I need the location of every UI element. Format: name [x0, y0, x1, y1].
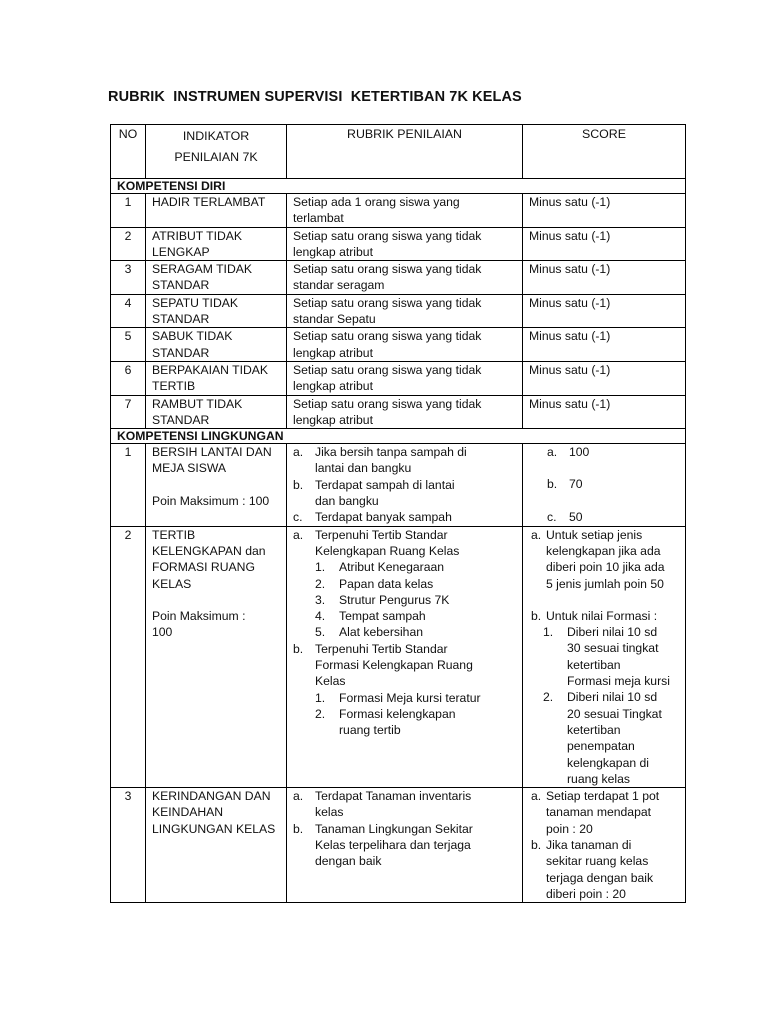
list-item: 3. Strutur Pengurus 7K: [315, 592, 450, 607]
table-header-row: [111, 125, 686, 179]
indikator-text: BERPAKAIAN TIDAK TERTIB: [146, 361, 287, 395]
indikator-cell: [146, 526, 287, 787]
list-item: 2. Papan data kelas: [315, 576, 434, 591]
list-item: b. Untuk nilai Formasi :: [531, 608, 658, 623]
rubrik-cell: [287, 444, 523, 526]
section-title: KOMPETENSI DIRI: [111, 179, 686, 194]
row-number: 5: [111, 328, 146, 362]
section-title: KOMPETENSI LINGKUNGAN: [111, 429, 686, 444]
indikator-text: SEPATU TIDAK STANDAR: [146, 294, 287, 328]
list-item: b. Terpenuhi Tertib Standar Formasi Kelengkapan Ruang Kelas: [293, 641, 473, 689]
poin-maksimum: Poin Maksimum : 100: [152, 608, 246, 640]
header-no: NO: [111, 125, 146, 179]
row-number: 7: [111, 395, 146, 429]
list-item: 1. Diberi nilai 10 sd 30 sesuai tingkat ketertiban Formasi meja kursi: [543, 625, 670, 689]
score-cell: [523, 788, 686, 903]
score-text: Minus satu (-1): [523, 361, 686, 395]
list-item: b. Terdapat sampah di lantai dan bangku: [293, 477, 455, 509]
list-item: 4. Tempat sampah: [315, 609, 426, 624]
list-item: 5. Alat kebersihan: [315, 625, 424, 640]
score-text: Minus satu (-1): [523, 194, 686, 228]
indikator-text: RAMBUT TIDAK STANDAR: [146, 395, 287, 429]
rubrik-cell: [287, 526, 523, 787]
section-row-kompetensi-diri: [111, 179, 686, 194]
score-text: Minus satu (-1): [523, 227, 686, 261]
list-item: a. Terpenuhi Tertib Standar Kelengkapan Ruang Kelas: [293, 527, 460, 558]
list-item: 2. Formasi kelengkapan ruang tertib: [315, 706, 456, 738]
score-cell: [523, 444, 686, 526]
score-cell: [523, 526, 686, 787]
poin-maksimum: Poin Maksimum : 100: [152, 493, 270, 508]
list-item: b. Jika tanaman di sekitar ruang kelas terjaga dengan baik diberi poin : 20: [531, 837, 654, 901]
document-title: RUBRIK INSTRUMEN SUPERVISI KETERTIBAN 7K KELAS: [108, 89, 522, 105]
header-score: SCORE: [523, 125, 686, 179]
indikator-cell: [146, 444, 287, 526]
score-text: Minus satu (-1): [523, 294, 686, 328]
list-item: b. Tanaman Lingkungan Sekitar Kelas terpelihara dan terjaga dengan baik: [293, 821, 473, 869]
header-rubrik: RUBRIK PENILAIAN: [287, 125, 523, 179]
row-number: 2: [111, 227, 146, 261]
list-item: a. Untuk setiap jenis kelengkapan jika ada diberi poin 10 jika ada 5 jenis jumlah poin 50: [531, 527, 665, 591]
rubrik-text: Setiap satu orang siswa yang tidak standar Sepatu: [287, 294, 523, 328]
table-row: [111, 328, 686, 362]
rubrik-text: Setiap satu orang siswa yang tidak lengkap atribut: [287, 361, 523, 395]
indikator-text: SABUK TIDAK STANDAR: [146, 328, 287, 362]
list-item: c. 50: [547, 509, 583, 524]
table-row: [111, 788, 686, 903]
indikator-text: TERTIB KELENGKAPAN dan FORMASI RUANG KELAS: [152, 527, 266, 591]
rubric-table: [110, 124, 686, 903]
list-item: 2. Diberi nilai 10 sd 20 sesuai Tingkat ketertiban penempatan kelengkapan di ruang kelas: [543, 690, 662, 786]
row-number: 1: [111, 444, 146, 526]
list-item: a. Terdapat Tanaman inventaris kelas: [293, 789, 472, 820]
indikator-text: SERAGAM TIDAK STANDAR: [146, 261, 287, 295]
indikator-text: KERINDANGAN DAN KEINDAHAN LINGKUNGAN KELAS: [146, 788, 287, 903]
row-number: 4: [111, 294, 146, 328]
rubrik-cell: [287, 788, 523, 903]
header-indikator: INDIKATOR PENILAIAN 7K: [146, 125, 287, 179]
row-number: 2: [111, 526, 146, 787]
row-number: 6: [111, 361, 146, 395]
list-item: a. Jika bersih tanpa sampah di lantai dan bangku: [293, 445, 467, 476]
rubrik-text: Setiap ada 1 orang siswa yang terlambat: [287, 194, 523, 228]
table-row: [111, 294, 686, 328]
indikator-text: ATRIBUT TIDAK LENGKAP: [146, 227, 287, 261]
list-item: 1. Formasi Meja kursi teratur: [315, 690, 481, 705]
score-text: Minus satu (-1): [523, 395, 686, 429]
score-text: Minus satu (-1): [523, 328, 686, 362]
list-item: a. 100: [547, 445, 590, 460]
indikator-text: BERSIH LANTAI DAN MEJA SISWA: [152, 445, 272, 476]
rubrik-text: Setiap satu orang siswa yang tidak standar seragam: [287, 261, 523, 295]
row-number: 3: [111, 788, 146, 903]
list-item: b. 70: [547, 477, 583, 492]
table-row: [111, 261, 686, 295]
rubrik-text: Setiap satu orang siswa yang tidak lengkap atribut: [287, 227, 523, 261]
section-row-kompetensi-lingkungan: [111, 429, 686, 444]
row-number: 3: [111, 261, 146, 295]
indikator-text: HADIR TERLAMBAT: [146, 194, 287, 228]
row-number: 1: [111, 194, 146, 228]
score-text: Minus satu (-1): [523, 261, 686, 295]
table-row: [111, 227, 686, 261]
table-row: [111, 526, 686, 787]
rubrik-text: Setiap satu orang siswa yang tidak lengkap atribut: [287, 395, 523, 429]
list-item: 1. Atribut Kenegaraan: [315, 560, 445, 575]
list-item: c. Terdapat banyak sampah: [293, 510, 452, 525]
rubrik-text: Setiap satu orang siswa yang tidak lengkap atribut: [287, 328, 523, 362]
table-row: [111, 444, 686, 526]
table-row: [111, 395, 686, 429]
table-row: [111, 194, 686, 228]
list-item: a. Setiap terdapat 1 pot tanaman mendapat poin : 20: [531, 789, 660, 836]
table-row: [111, 361, 686, 395]
